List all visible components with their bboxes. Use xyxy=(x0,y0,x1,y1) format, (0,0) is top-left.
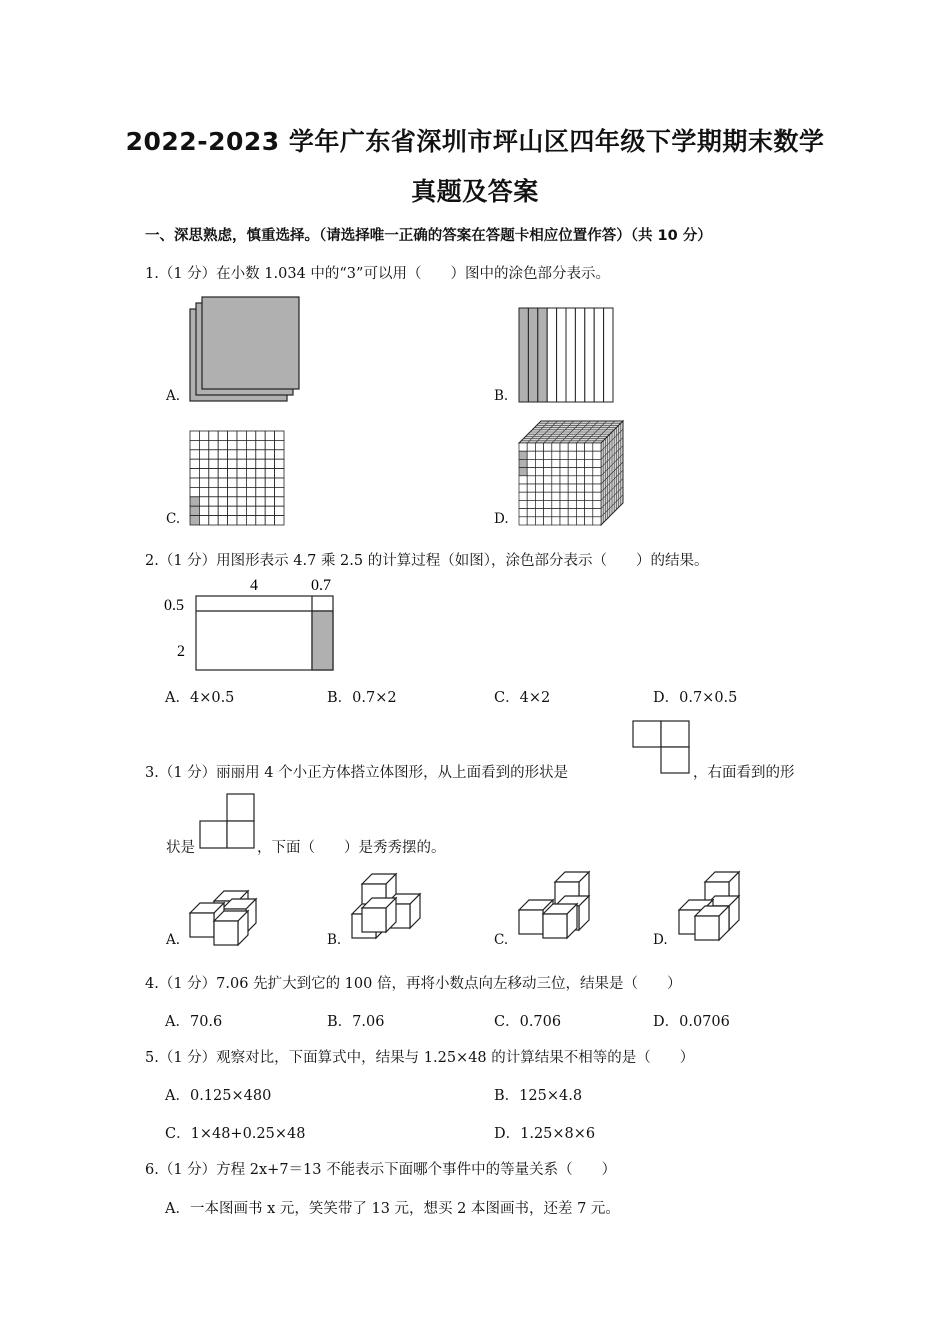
q6-option-a[interactable]: A．一本图画书 x 元，笑笑带了 13 元，想买 2 本图画书，还差 7 元。 xyxy=(165,1201,620,1217)
q3-figure-c xyxy=(517,870,597,948)
q4-option-b[interactable]: B．7.06 xyxy=(327,1014,385,1030)
q2-label-2: 2 xyxy=(177,643,185,660)
doc-title-line1: 2022-2023 学年广东省深圳市坪山区四年级下学期期末数学 xyxy=(125,127,825,156)
q1-figure-a xyxy=(188,295,308,405)
q2-option-b[interactable]: B．0.7×2 xyxy=(327,690,397,706)
q2-label-4: 4 xyxy=(250,577,258,594)
question-3-text-d: ，下面（ ）是秀秀摆的。 xyxy=(257,840,446,856)
question-2-text: 2.（1 分）用图形表示 4.7 乘 2.5 的计算过程（如图），涂色部分表示（ ）的结果。 xyxy=(145,553,709,569)
q5-option-d[interactable]: D．1.25×8×6 xyxy=(494,1126,596,1142)
q3-figure-d xyxy=(677,870,757,948)
question-5-text: 5.（1 分）观察对比，下面算式中，结果与 1.25×48 的计算结果不相等的是（ ） xyxy=(145,1050,695,1066)
q3-option-a-label[interactable]: A. xyxy=(166,932,181,948)
q3-top-view xyxy=(632,720,692,776)
q3-figure-b xyxy=(350,872,430,948)
q3-option-b-label[interactable]: B. xyxy=(327,932,342,948)
doc-title-line2: 真题及答案 xyxy=(411,177,539,206)
section-heading: 一、深思熟虑，慎重选择。（请选择唯一正确的答案在答题卡相应位置作答）（共 10 分） xyxy=(145,228,712,244)
question-6-text: 6.（1 分）方程 2x+7＝13 不能表示下面哪个事件中的等量关系（ ） xyxy=(145,1162,617,1178)
q2-label-0-5: 0.5 xyxy=(164,597,184,614)
q4-option-a[interactable]: A．70.6 xyxy=(165,1014,223,1030)
q3-figure-a xyxy=(188,880,268,950)
question-4-text: 4.（1 分）7.06 先扩大到它的 100 倍，再将小数点向左移动三位，结果是（ ） xyxy=(145,976,682,992)
q1-figure-c xyxy=(189,430,289,530)
q5-option-a[interactable]: A．0.125×480 xyxy=(165,1088,272,1104)
q3-right-view xyxy=(199,793,259,851)
question-1-text: 1.（1 分）在小数 1.034 中的“3”可以用（ ）图中的涂色部分表示。 xyxy=(145,266,610,282)
q3-option-c-label[interactable]: C. xyxy=(494,932,509,948)
q5-option-c[interactable]: C．1×48+0.25×48 xyxy=(165,1126,306,1142)
q2-option-d[interactable]: D．0.7×0.5 xyxy=(653,690,738,706)
q3-option-d-label[interactable]: D. xyxy=(653,932,668,948)
q2-option-a[interactable]: A．4×0.5 xyxy=(165,690,235,706)
q4-option-c[interactable]: C．0.706 xyxy=(494,1014,562,1030)
q1-figure-b xyxy=(518,307,618,407)
question-3-text-a: 3.（1 分）丽丽用 4 个小正方体搭立体图形，从上面看到的形状是 xyxy=(145,765,569,781)
question-3-text-b: ，右面看到的形 xyxy=(693,765,795,781)
q2-option-c[interactable]: C．4×2 xyxy=(494,690,551,706)
q1-option-b-label[interactable]: B. xyxy=(494,388,509,404)
q1-option-a-label[interactable]: A. xyxy=(166,388,181,404)
q1-figure-d xyxy=(518,420,628,530)
q1-option-c-label[interactable]: C. xyxy=(166,511,181,527)
q5-option-b[interactable]: B．125×4.8 xyxy=(494,1088,583,1104)
q2-label-0-7: 0.7 xyxy=(311,577,331,594)
q4-option-d[interactable]: D．0.0706 xyxy=(653,1014,730,1030)
question-3-text-c: 状是 xyxy=(166,840,195,856)
q2-area-model xyxy=(164,575,344,675)
q1-option-d-label[interactable]: D. xyxy=(494,511,509,527)
